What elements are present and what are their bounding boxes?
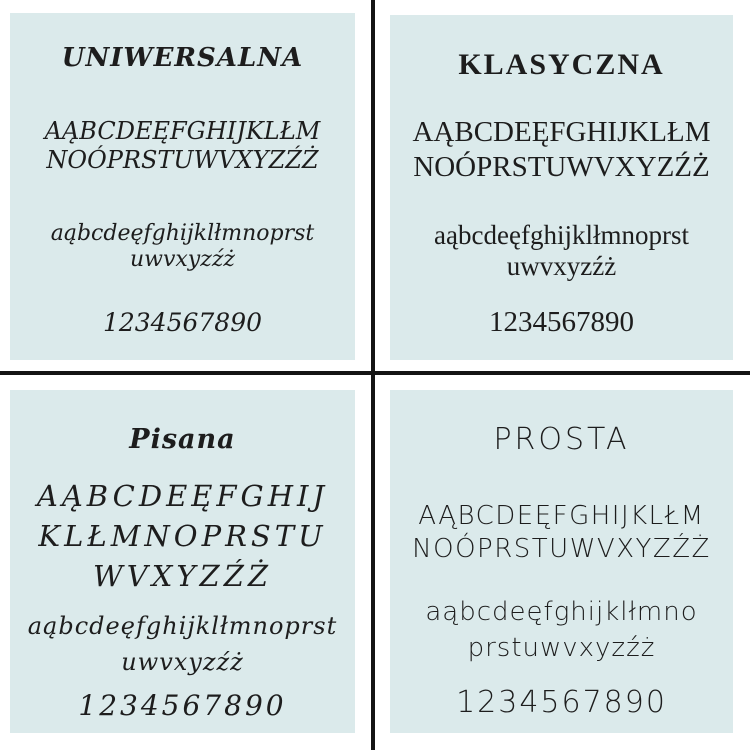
vertical-divider <box>371 0 375 750</box>
lowercase-specimen <box>425 594 697 666</box>
uppercase-specimen <box>412 500 711 566</box>
font-sample-pisana <box>10 390 355 733</box>
lowercase-line: uwvxyzźż <box>121 648 244 676</box>
uppercase-line: AĄBCDEĘFGHIJKLŁM <box>412 116 711 148</box>
font-sample-prosta <box>390 390 733 733</box>
lowercase-line: prstuwvxyzźż <box>467 633 656 663</box>
font-title: KLASYCZNA <box>458 48 665 81</box>
font-sample-uniwersalna <box>10 13 355 360</box>
font-sample-klasyczna <box>390 15 733 360</box>
uppercase-line: NOÓPRSTUWVXYZŹŻ <box>413 151 710 183</box>
lowercase-line: aąbcdeęfghijklłmnoprst <box>27 612 338 640</box>
lowercase-specimen <box>434 220 689 282</box>
lowercase-specimen <box>28 608 337 680</box>
uppercase-line: AĄBCDEĘFGHIJ <box>36 479 329 513</box>
font-title: PROSTA <box>493 422 630 457</box>
digits-specimen: 1234567890 <box>102 308 263 337</box>
font-title: UNIWERSALNA <box>61 43 304 73</box>
uppercase-line: KLŁMNOPRSTU <box>38 519 327 553</box>
uppercase-line: NOÓPRSTUWVXYZŹŻ <box>412 534 711 564</box>
lowercase-line: aąbcdeęfghijklłmno <box>425 597 698 627</box>
lowercase-line: aąbcdeęfghijklłmnoprst <box>50 221 315 246</box>
uppercase-line: AĄBCDEĘFGHIJKLŁM <box>44 117 321 145</box>
uppercase-line: WVXYZŹŻ <box>93 559 272 593</box>
uppercase-line: NOÓPRSTUWVXYZŹŻ <box>46 146 319 174</box>
lowercase-line: uwvxyzźż <box>129 247 236 272</box>
uppercase-specimen <box>37 476 328 596</box>
font-title: Pisana <box>129 424 236 455</box>
digits-specimen: 1234567890 <box>489 306 634 338</box>
uppercase-line: AĄBCDEĘFGHIJKLŁM <box>418 501 705 531</box>
horizontal-divider <box>0 371 750 375</box>
uppercase-specimen <box>412 115 710 185</box>
lowercase-line: uwvxyzźż <box>506 251 617 281</box>
digits-specimen: 1234567890 <box>456 685 667 720</box>
uppercase-specimen <box>45 117 321 175</box>
lowercase-line: aąbcdeęfghijklłmnoprst <box>434 220 689 250</box>
digits-specimen: 1234567890 <box>78 689 287 722</box>
lowercase-specimen <box>51 221 315 273</box>
